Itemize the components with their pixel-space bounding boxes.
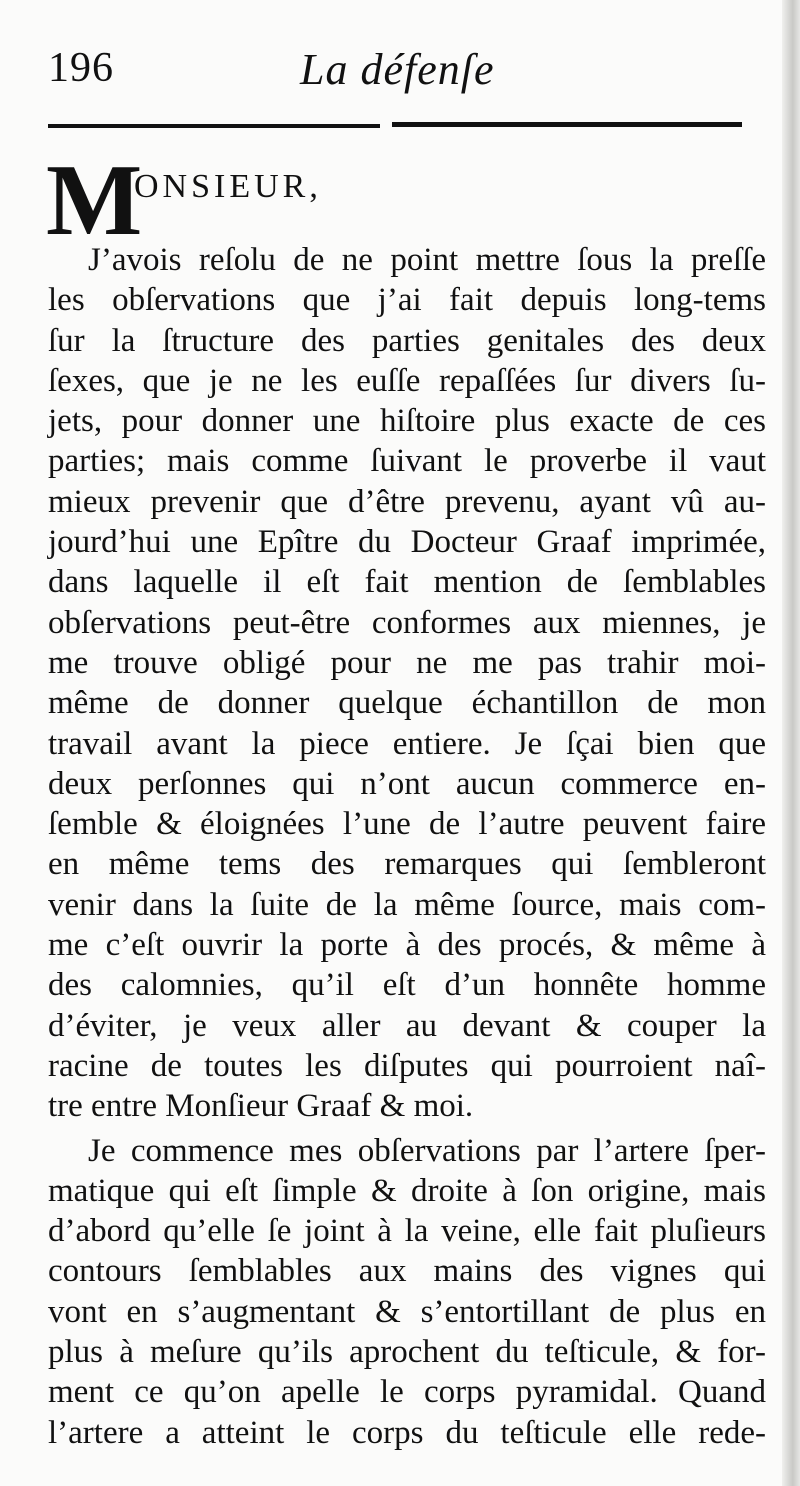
text-line: parties; mais comme ſuivant le proverbe il vaut [48, 443, 766, 480]
text-line: même de donner quelque échantillon de mon [48, 685, 766, 722]
drop-cap: M [46, 144, 143, 257]
text-line: obſervations peut-être conformes aux miennes, je [48, 604, 766, 641]
text-line: me c’eſt ouvrir la porte à des procés, & même à [48, 927, 766, 964]
text-line: matique qui eſt ſimple & droite à ſon origine, mais [48, 1172, 766, 1209]
text-line: racine de toutes les diſputes qui pourroient naî- [48, 1047, 766, 1084]
text-line: en même tems des remarques qui ſembleront [48, 846, 766, 883]
text-line: jourd’hui une Epître du Docteur Graaf imprimée, [48, 524, 766, 561]
text-line: me trouve obligé pour ne me pas trahir moi- [48, 644, 766, 681]
page-number: 196 [48, 45, 114, 91]
text-line: J’avois reſolu de ne point mettre ſous la preſſe [88, 242, 766, 278]
text-line: les obſervations que j’ai fait depuis long-tems [48, 282, 766, 319]
text-line: d’éviter, je veux aller au devant & couper la [48, 1007, 766, 1044]
text-line: deux perſonnes qui n’ont aucun commerce en- [48, 765, 766, 802]
running-title: La défenſe [300, 45, 495, 94]
salutation [46, 144, 746, 257]
text-line: l’artere a atteint le corps du teſticule elle rede- [48, 1414, 766, 1451]
text-line: tre entre Monſieur Graaf & moi. [48, 1088, 474, 1125]
text-line: vont en s’augmentant & s’entortillant de plus en [48, 1293, 766, 1330]
text-line: contours ſemblables aux mains des vignes qui [48, 1253, 766, 1290]
text-line: ſemble & éloignées l’une de l’autre peuvent faire [48, 806, 766, 843]
page-edge-shadow [782, 0, 800, 1486]
header-rule-right [392, 122, 742, 127]
text-line: ſur la ſtructure des parties genitales des deux [48, 322, 766, 359]
header-rule [48, 122, 742, 128]
text-line: dans laquelle il eſt fait mention de ſemblables [48, 564, 766, 601]
salutation-text: ONSIEUR, [134, 168, 322, 205]
header-rule-left [48, 124, 380, 128]
text-line: des calomnies, qu’il eſt d’un honnête homme [48, 967, 766, 1004]
body-text [48, 240, 766, 1453]
text-line: d’abord qu’elle ſe joint à la veine, elle fait pluſieurs [48, 1213, 766, 1250]
text-line: ſexes, que je ne les euſſe repaſſées ſur divers ſu- [48, 362, 766, 399]
text-line: mieux prevenir que d’être prevenu, ayant vû au- [48, 483, 766, 520]
text-line: Je commence mes obſervations par l’artere ſper- [88, 1132, 766, 1169]
text-line: venir dans la ſuite de la même ſource, mais com- [48, 886, 766, 923]
text-line: jets, pour donner une hiſtoire plus exacte de ces [48, 403, 766, 440]
text-line: travail avant la piece entiere. Je ſçai bien que [48, 725, 766, 762]
text-line: plus à meſure qu’ils aprochent du teſticule, & for- [48, 1334, 766, 1371]
running-head [48, 44, 748, 104]
text-line: ment ce qu’on apelle le corps pyramidal. Quand [48, 1374, 766, 1411]
